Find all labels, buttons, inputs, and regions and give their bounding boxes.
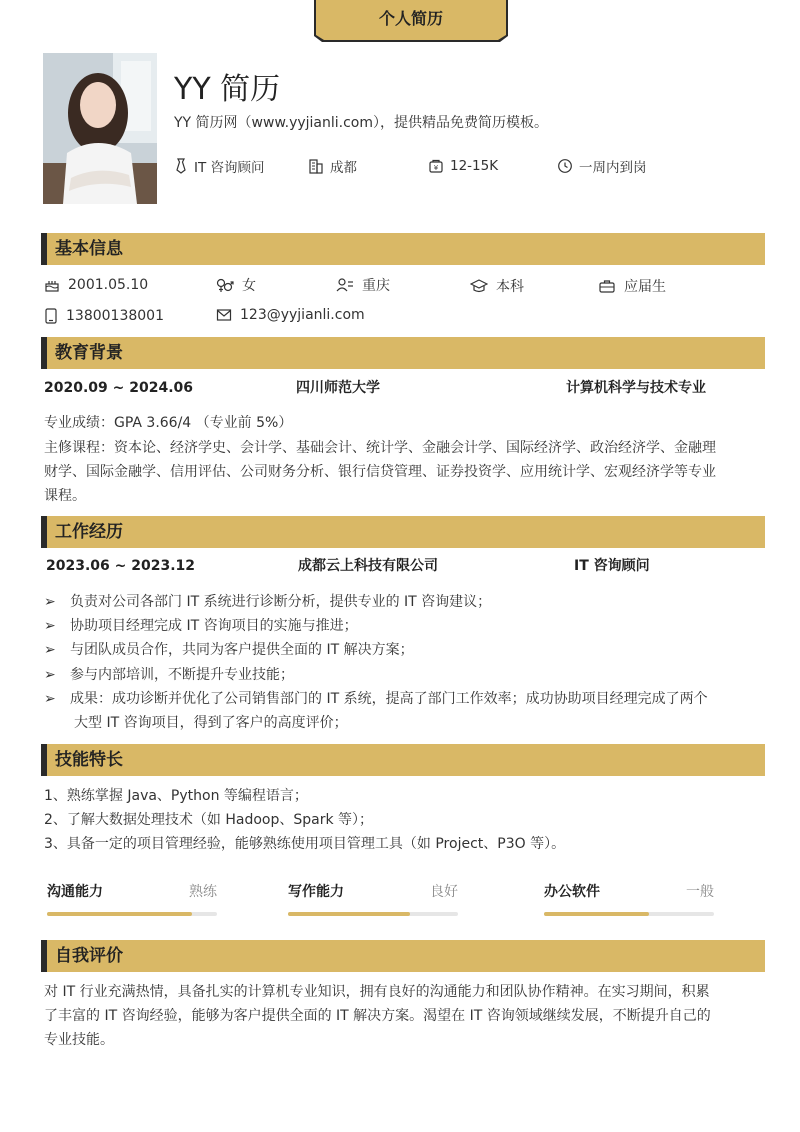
edu-major: 计算机科学与技术专业 <box>566 380 706 396</box>
graduation-cap-icon <box>470 278 488 294</box>
arrow-icon: ➢ <box>44 618 56 634</box>
wallet-icon <box>428 158 444 174</box>
section-marker <box>41 744 47 776</box>
briefcase-icon <box>598 278 616 294</box>
edu-period: 2020.09 ~ 2024.06 <box>44 380 194 396</box>
job-target <box>174 155 265 177</box>
skill-level: 一般 <box>686 884 714 900</box>
gender-icon <box>216 277 234 293</box>
work-period: 2023.06 ~ 2023.12 <box>46 558 196 574</box>
info-hometown <box>336 275 390 295</box>
job-city <box>308 155 357 177</box>
skill-bar-writing <box>288 882 458 918</box>
job-salary <box>428 155 498 177</box>
info-degree <box>470 276 524 296</box>
edu-gpa: 专业成绩：GPA 3.66/4 （专业前 5%） <box>44 415 293 431</box>
arrow-icon: ➢ <box>44 667 56 683</box>
skill-track <box>288 912 458 916</box>
work-bullet: ➢ 负责对公司各部门 IT 系统进行诊断分析，提供专业的 IT 咨询建议； <box>44 590 491 614</box>
resume-subtitle: YY 简历网（www.yyjianli.com），提供精品免费简历模板。 <box>174 115 548 131</box>
work-bullet: ➢ 成果：成功诊断并优化了公司销售部门的 IT 系统，提高了部门工作效率；成功协助项目经理完成了两个 <box>44 687 708 711</box>
section-self-evaluation <box>41 940 765 972</box>
section-skills <box>41 744 765 776</box>
skill-track <box>544 912 714 916</box>
profile-photo <box>43 53 157 204</box>
self-eval-line: 对 IT 行业充满热情，具备扎实的计算机专业知识，拥有良好的沟通能力和团队协作精神。在实习期间，积累 <box>44 984 710 1000</box>
section-title: 自我评价 <box>55 946 123 966</box>
edu-courses-line: 主修课程：资本论、经济学史、会计学、基础会计、统计学、金融会计学、国际经济学、政治经济学、金融理 <box>44 440 716 456</box>
section-education <box>41 337 765 369</box>
skill-level: 良好 <box>430 884 458 900</box>
work-company: 成都云上科技有限公司 <box>298 558 438 574</box>
skill-level: 熟练 <box>189 884 217 900</box>
job-availability <box>557 155 647 177</box>
arrow-icon: ➢ <box>44 691 56 707</box>
section-marker <box>41 516 47 548</box>
skill-track <box>47 912 217 916</box>
section-basic-info <box>41 233 765 265</box>
edu-courses-line: 课程。 <box>44 488 86 504</box>
section-marker <box>41 940 47 972</box>
job-title: IT 咨询顾问 <box>194 160 265 176</box>
clock-icon <box>557 158 573 174</box>
banner-label: 个人简历 <box>378 9 443 28</box>
work-bullet: ➢ 参与内部培训，不断提升专业技能； <box>44 663 294 687</box>
work-bullet-continued: 大型 IT 咨询项目，得到了客户的高度评价； <box>74 715 348 731</box>
skill-fill <box>288 912 410 916</box>
section-marker <box>41 233 47 265</box>
building-icon <box>308 158 324 174</box>
birth-value: 2001.05.10 <box>68 277 149 293</box>
skill-name: 办公软件 <box>544 884 600 900</box>
edu-courses-line: 财学、国际金融学、信用评估、公司财务分析、银行信贷管理、证券投资学、应用统计学、宏观经济学等专业 <box>44 464 716 480</box>
email-value: 123@yyjianli.com <box>240 307 365 323</box>
gender-value: 女 <box>242 278 256 294</box>
salary-value: 12-15K <box>450 158 499 174</box>
info-phone <box>44 306 164 326</box>
section-title: 工作经历 <box>55 522 123 542</box>
work-bullet: ➢ 协助项目经理完成 IT 咨询项目的实施与推进； <box>44 614 358 638</box>
section-marker <box>41 337 47 369</box>
section-work <box>41 516 765 548</box>
info-birth <box>44 275 148 295</box>
tie-icon <box>174 158 188 174</box>
phone-icon <box>44 308 58 324</box>
skill-line: 3、具备一定的项目管理经验，能够熟练使用项目管理工具（如 Project、P3O 等）。 <box>44 836 566 852</box>
city-value: 成都 <box>330 160 357 176</box>
skill-fill <box>544 912 649 916</box>
skill-line: 1、熟练掌握 Java、Python 等编程语言； <box>44 788 308 804</box>
skill-fill <box>47 912 192 916</box>
self-eval-line: 了丰富的 IT 咨询经验，能够为客户提供全面的 IT 解决方案。渴望在 IT 咨询领域继续发展，不断提升自己的 <box>44 1008 711 1024</box>
cake-icon <box>44 277 60 293</box>
work-bullet: ➢ 与团队成员合作，共同为客户提供全面的 IT 解决方案； <box>44 638 414 662</box>
status-value: 应届生 <box>624 279 666 295</box>
arrow-icon: ➢ <box>44 642 56 658</box>
info-status <box>598 276 666 296</box>
skill-bar-communication <box>47 882 217 918</box>
availability-value: 一周内到岗 <box>579 160 647 176</box>
section-title: 基本信息 <box>55 239 123 259</box>
candidate-name: YY 简历 <box>174 72 281 107</box>
hometown-value: 重庆 <box>362 278 390 294</box>
mail-icon <box>216 307 232 323</box>
degree-value: 本科 <box>496 279 524 295</box>
info-email <box>216 305 365 325</box>
section-title: 教育背景 <box>55 343 123 363</box>
phone-value: 13800138001 <box>66 308 164 324</box>
section-title: 技能特长 <box>55 750 123 770</box>
info-gender <box>216 275 256 295</box>
skill-line: 2、了解大数据处理技术（如 Hadoop、Spark 等）； <box>44 812 374 828</box>
self-eval-line: 专业技能。 <box>44 1032 114 1048</box>
work-role: IT 咨询顾问 <box>574 558 650 574</box>
resume-banner <box>314 0 508 42</box>
user-list-icon <box>336 277 354 293</box>
arrow-icon: ➢ <box>44 594 56 610</box>
skill-bar-office <box>544 882 714 918</box>
skill-name: 沟通能力 <box>47 884 103 900</box>
edu-school: 四川师范大学 <box>296 380 380 396</box>
skill-name: 写作能力 <box>288 884 344 900</box>
svg-text:¥: ¥ <box>433 164 439 172</box>
